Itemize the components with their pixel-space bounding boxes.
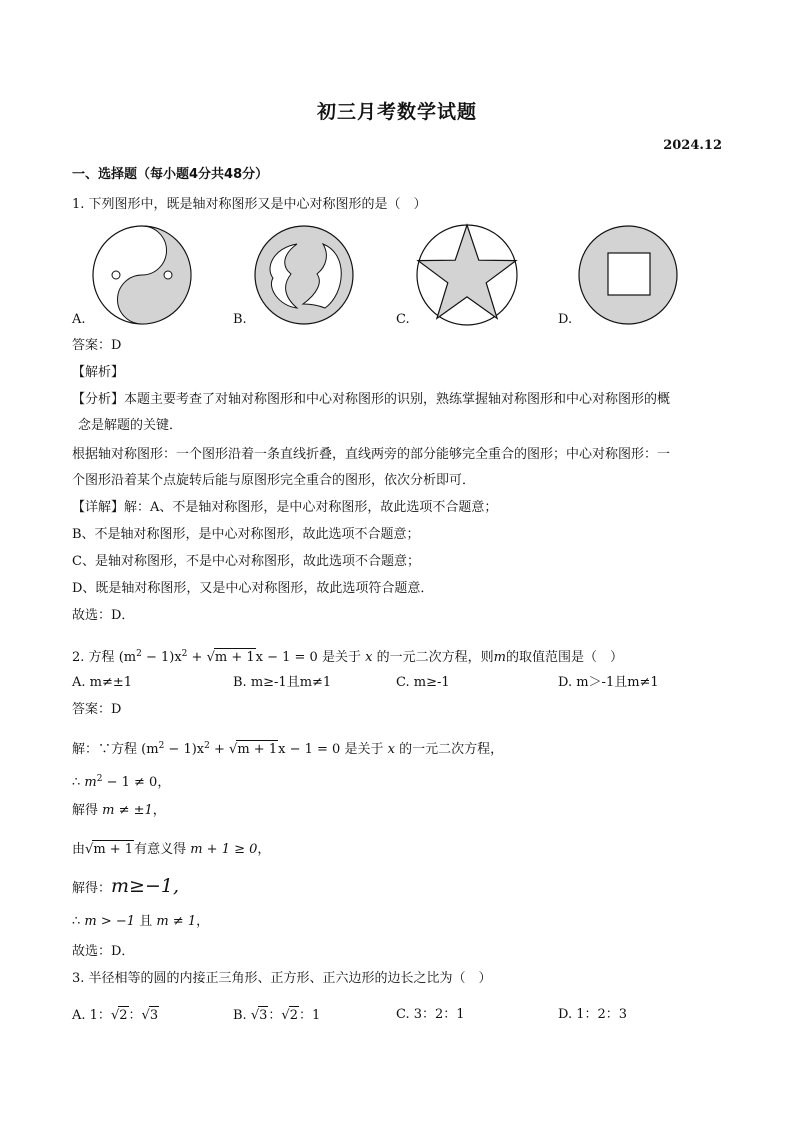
q2-step1-m: m	[84, 775, 97, 790]
q1-choose: 故选：D．	[72, 608, 135, 623]
q1-stem: 1. 下列图形中，既是轴对称图形又是中心对称图形的是（ ）	[72, 197, 427, 212]
q2-step2-label: 解得	[72, 803, 103, 818]
q2-step3	[72, 840, 270, 859]
q3-option-c: C. 3：2：1	[396, 1007, 465, 1022]
q2-sol-equation	[141, 742, 344, 757]
q2-step5-comma: ，	[196, 914, 210, 929]
q2-solution-line	[72, 737, 503, 759]
q2-sol-suffix-b: 的一元二次方程，	[394, 742, 504, 757]
q2-step3-radicand: m + 1	[93, 842, 134, 857]
q2-step4-comma: ,	[172, 875, 180, 897]
sqrt-sign-icon: √	[206, 650, 215, 665]
q2-stem	[72, 645, 623, 667]
sqrt-sign-icon: √	[85, 842, 94, 857]
q2-sol-prefix: 解：∵方程	[72, 742, 138, 757]
q2-answer: 答案：D	[72, 702, 122, 717]
q2-equation	[119, 650, 322, 665]
q2-step5-therefore: ∴	[72, 914, 85, 929]
q1-analysis-line2: 念是解题的关键．	[78, 418, 183, 433]
q2-step1	[72, 770, 170, 792]
q2-suffix-a: 是关于	[321, 650, 366, 665]
q1-jiexi-label: 【解析】	[72, 365, 125, 380]
q2-sol-eq-part-e: +	[209, 742, 230, 757]
q2-step1-rest: − 1 ≠ 0	[102, 775, 158, 790]
q1-detail-a: 【详解】解：A、不是轴对称图形，是中心对称图形，故此选项不合题意；	[72, 500, 498, 515]
q2-suffix-c: 的取值范围是（ ）	[505, 650, 623, 665]
q2-option-c: C. m≥-1	[396, 675, 450, 690]
q2-eq-part-f: x − 1 = 0	[255, 650, 318, 665]
q2-step3-expr: m + 1 ≥ 0	[190, 842, 258, 857]
q2-var-m: m	[493, 650, 506, 665]
q3-option-b	[233, 1006, 320, 1025]
q2-step1-exp: 2	[96, 774, 103, 784]
q2-step2-expr: m ≠ ±1	[102, 803, 153, 818]
q2-step1-comma: ，	[157, 775, 171, 790]
q2-step5	[72, 913, 209, 931]
section-heading: 一、选择题（每小题4分共48分）	[72, 167, 269, 182]
q2-step2-comma: ，	[152, 803, 166, 818]
q2-eq-part-c: − 1)x	[141, 650, 182, 665]
q2-eq-exp-2: 2	[181, 649, 188, 659]
sqrt-sign-icon: √	[281, 1008, 290, 1023]
q2-step4	[72, 877, 179, 898]
q3-a-radicand-1: 2	[119, 1008, 128, 1023]
sqrt-sign-icon: √	[250, 1008, 260, 1023]
q2-sol-eq-exp-2: 2	[204, 741, 210, 751]
q2-sol-eq-part-c: − 1)x	[164, 742, 205, 757]
q2-option-a: A. m≠±1	[72, 675, 133, 690]
q1-detail-d: D、既是轴对称图形，又是中心对称图形，故此选项符合题意．	[72, 581, 434, 596]
q2-step3-label: 由	[72, 842, 86, 857]
q2-eq-part-e: +	[187, 650, 207, 665]
q2-step3-comma: ，	[257, 842, 271, 857]
q2-step5-expr1: m > −1	[84, 914, 136, 929]
q2-eq-exp-1: 2	[136, 649, 142, 659]
q2-suffix-b: 的一元二次方程，则	[372, 650, 494, 665]
crescent-figure	[253, 224, 355, 326]
q1-detail-b: B、不是轴对称图形，是中心对称图形，故此选项不合题意；	[72, 527, 420, 542]
q2-sol-eq-part-a: (m	[141, 742, 159, 757]
q2-prefix: 2. 方程	[72, 650, 115, 665]
page-title: 初三月考数学试题	[316, 101, 477, 123]
q1-analysis-line1: 【分析】本题主要考查了对轴对称图形和中心对称图形的识别，熟练掌握轴对称图形和中心对称图形的概	[72, 392, 671, 407]
q2-step1-therefore: ∴	[72, 775, 85, 790]
q2-step5-and: 且	[135, 914, 157, 929]
q3-b-radicand-2: 2	[289, 1008, 298, 1023]
q3-a-prefix: A. 1：	[72, 1008, 111, 1023]
exam-date: 2024.12	[663, 138, 722, 153]
q2-step4-label: 解得：	[72, 881, 112, 896]
q2-eq-radicand: m + 1	[214, 650, 255, 665]
taiji-figure	[92, 225, 192, 325]
q2-var-x: x	[365, 650, 373, 665]
q2-sol-suffix-a: 是关于	[344, 742, 388, 757]
q1-option-d: D.	[558, 312, 573, 327]
sqrt-sign-icon: √	[110, 1008, 120, 1023]
q3-b-suffix: ：1	[299, 1008, 321, 1023]
q2-sol-eq-part-f: x − 1 = 0	[278, 742, 341, 757]
q2-sol-var-x: x	[387, 742, 395, 757]
q1-option-c: C.	[396, 312, 410, 327]
q2-step3-text: 有意义得	[134, 842, 191, 857]
q2-step5-expr2: m ≠ 1	[156, 914, 197, 929]
q3-stem: 3. 半径相等的圆的内接正三角形、正方形、正六边形的边长之比为（ ）	[72, 971, 492, 986]
q3-b-prefix: B.	[233, 1008, 251, 1023]
q2-step2	[72, 802, 166, 820]
q3-b-radicand-1: 3	[259, 1008, 268, 1023]
sqrt-sign-icon: √	[141, 1008, 150, 1023]
q1-definition-line1: 根据轴对称图形：一个图形沿着一条直线折叠，直线两旁的部分能够完全重合的图形；中心对称图形：一	[72, 447, 671, 462]
q3-b-sep: ：	[268, 1008, 282, 1023]
star-figure	[414, 223, 520, 327]
q3-a-sep: ：	[128, 1008, 142, 1023]
q1-detail-c: C、是轴对称图形，不是中心对称图形，故此选项不合题意；	[72, 554, 420, 569]
q3-option-d: D. 1：2：3	[558, 1007, 628, 1022]
q1-definition-line2: 个图形沿着某个点旋转后能与原图形完全重合的图形，依次分析即可．	[72, 473, 476, 488]
q2-option-b: B. m≥-1且m≠1	[233, 675, 332, 690]
q2-sol-eq-radicand: m + 1	[237, 742, 278, 757]
q2-step4-expr: m≥−1	[111, 875, 173, 897]
q2-sol-eq-exp-1: 2	[158, 741, 165, 751]
q3-option-a	[72, 1006, 159, 1025]
q2-eq-part-a: (m	[118, 650, 137, 665]
q1-answer: 答案：D	[72, 338, 122, 353]
q1-option-a: A.	[72, 312, 86, 327]
sqrt-sign-icon: √	[229, 742, 238, 757]
square-coin-figure	[577, 224, 679, 326]
q2-option-d: D. m＞-1且m≠1	[558, 675, 659, 690]
q3-a-radicand-2: 3	[149, 1008, 159, 1023]
q1-option-b: B.	[233, 312, 247, 327]
q2-choose: 故选：D．	[72, 944, 135, 959]
